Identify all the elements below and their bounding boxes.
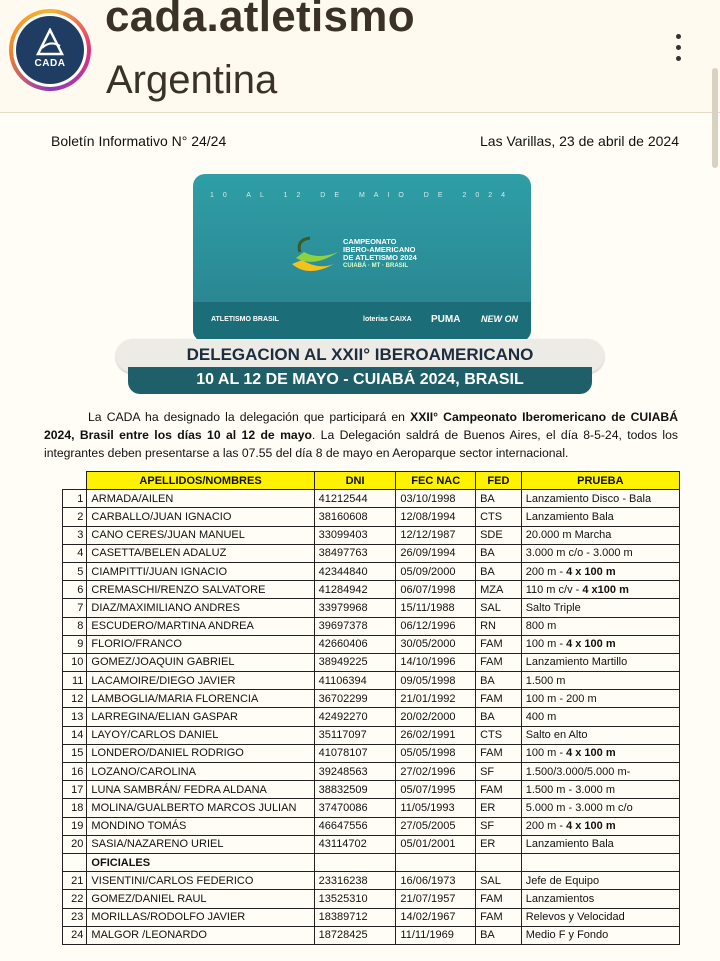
- event-cell: 200 m - 4 x 100 m: [521, 817, 679, 835]
- name-cell: LAMBOGLIA/MARIA FLORENCIA: [87, 690, 314, 708]
- event-logo-icon: [288, 234, 344, 280]
- row-number: 14: [63, 726, 87, 744]
- birthdate-cell: 06/12/1996: [396, 617, 476, 635]
- federation-cell: RN: [476, 617, 522, 635]
- dni-cell: 42492270: [314, 708, 396, 726]
- federation-cell: BA: [476, 562, 522, 580]
- officials-section-row: [63, 853, 680, 871]
- name-cell: LONDERO/DANIEL RODRIGO: [87, 744, 314, 762]
- name-cell: CIAMPITTI/JUAN IGNACIO: [87, 562, 314, 580]
- table-row: [63, 690, 680, 708]
- table-row: [63, 926, 680, 944]
- row-number: 6: [63, 581, 87, 599]
- table-row: [63, 835, 680, 853]
- row-number: 13: [63, 708, 87, 726]
- federation-cell: CTS: [476, 508, 522, 526]
- event-cell: 5.000 m - 3.000 m c/o: [521, 799, 679, 817]
- dni-cell: 38832509: [314, 781, 396, 799]
- federation-cell: SF: [476, 817, 522, 835]
- dni-cell: 38160608: [314, 508, 396, 526]
- row-number: 20: [63, 835, 87, 853]
- birthdate-cell: 09/05/1998: [396, 672, 476, 690]
- table-row: [63, 726, 680, 744]
- federation-cell: FAM: [476, 890, 522, 908]
- event-cell: 3.000 m c/o - 3.000 m: [521, 544, 679, 562]
- name-cell: DIAZ/MAXIMILIANO ANDRES: [87, 599, 314, 617]
- federation-cell: FAM: [476, 781, 522, 799]
- table-row: [63, 799, 680, 817]
- name-cell: LARREGINA/ELIAN GASPAR: [87, 708, 314, 726]
- event-cell: 1.500/3.000/5.000 m-: [521, 763, 679, 781]
- table-row: [63, 490, 680, 508]
- row-number: 16: [63, 763, 87, 781]
- event-cell: Salto en Alto: [521, 726, 679, 744]
- dni-cell: 41284942: [314, 581, 396, 599]
- empty-cell: [396, 853, 476, 871]
- federation-cell: BA: [476, 544, 522, 562]
- dni-cell: 18389712: [314, 908, 396, 926]
- birthdate-cell: 15/11/1988: [396, 599, 476, 617]
- federation-cell: SAL: [476, 872, 522, 890]
- table-row: [63, 526, 680, 544]
- page-title: cada.atletismo: [105, 0, 415, 41]
- federation-cell: SF: [476, 763, 522, 781]
- table-row: [63, 653, 680, 671]
- headline: DELEGACION AL XXII° IBEROAMERICANO: [186, 345, 534, 364]
- row-number: 9: [63, 635, 87, 653]
- name-cell: VISENTINI/CARLOS FEDERICO: [87, 872, 314, 890]
- federation-cell: FAM: [476, 653, 522, 671]
- name-cell: CARBALLO/JUAN IGNACIO: [87, 508, 314, 526]
- event-cell: 200 m - 4 x 100 m: [521, 562, 679, 580]
- row-number: [63, 853, 87, 871]
- sponsor-puma: PUMA: [431, 314, 461, 325]
- cada-logo-icon: [34, 28, 66, 58]
- federation-cell: BA: [476, 490, 522, 508]
- dni-cell: 18728425: [314, 926, 396, 944]
- col-header-fed: FED: [476, 472, 522, 490]
- name-cell: LUNA SAMBRÁN/ FEDRA ALDANA: [87, 781, 314, 799]
- name-cell: CASETTA/BELEN ADALUZ: [87, 544, 314, 562]
- federation-cell: SAL: [476, 599, 522, 617]
- row-number: 15: [63, 744, 87, 762]
- col-header-dni: DNI: [314, 472, 396, 490]
- row-number: 4: [63, 544, 87, 562]
- row-number: 23: [63, 908, 87, 926]
- row-number: 12: [63, 690, 87, 708]
- birthdate-cell: 30/05/2000: [396, 635, 476, 653]
- page-subtitle: Argentina: [106, 58, 278, 102]
- empty-cell: [314, 853, 396, 871]
- col-header-name: APELLIDOS/NOMBRES: [87, 472, 314, 490]
- event-cell: Lanzamiento Martillo: [521, 653, 679, 671]
- birthdate-cell: 26/09/1994: [396, 544, 476, 562]
- col-header-fecha: FEC NAC: [396, 472, 476, 490]
- cada-logo: [16, 16, 84, 84]
- row-number: 8: [63, 617, 87, 635]
- birthdate-cell: 06/07/1998: [396, 581, 476, 599]
- sponsor-atletismo-brasil: ATLETISMO BRASIL: [211, 316, 279, 323]
- birthdate-cell: 26/02/1991: [396, 726, 476, 744]
- name-cell: LACAMOIRE/DIEGO JAVIER: [87, 672, 314, 690]
- event-cell: Lanzamiento Bala: [521, 508, 679, 526]
- scrollbar[interactable]: [712, 68, 718, 168]
- name-cell: MALGOR /LEONARDO: [87, 926, 314, 944]
- federation-cell: BA: [476, 708, 522, 726]
- event-cell: Lanzamiento Bala: [521, 835, 679, 853]
- federation-cell: FAM: [476, 635, 522, 653]
- name-cell: SASIA/NAZARENO URIEL: [87, 835, 314, 853]
- table-row: [63, 617, 680, 635]
- table-row: [63, 635, 680, 653]
- name-cell: LOZANO/CAROLINA: [87, 763, 314, 781]
- dni-cell: 33099403: [314, 526, 396, 544]
- table-row: [63, 508, 680, 526]
- name-cell: CANO CERES/JUAN MANUEL: [87, 526, 314, 544]
- dni-cell: 39697378: [314, 617, 396, 635]
- row-number: 3: [63, 526, 87, 544]
- federation-cell: ER: [476, 799, 522, 817]
- event-cell: Lanzamientos: [521, 890, 679, 908]
- event-cell: 100 m - 4 x 100 m: [521, 635, 679, 653]
- federation-cell: SDE: [476, 526, 522, 544]
- birthdate-cell: 21/07/1957: [396, 890, 476, 908]
- event-cell: 1.500 m: [521, 672, 679, 690]
- more-options-icon[interactable]: [670, 34, 686, 68]
- table-header-row: [63, 472, 680, 490]
- event-cell: Medio F y Fondo: [521, 926, 679, 944]
- birthdate-cell: 05/07/1995: [396, 781, 476, 799]
- birthdate-cell: 11/05/1993: [396, 799, 476, 817]
- row-number: 10: [63, 653, 87, 671]
- dni-cell: 46647556: [314, 817, 396, 835]
- birthdate-cell: 03/10/1998: [396, 490, 476, 508]
- row-number: 19: [63, 817, 87, 835]
- delegation-table: [62, 471, 680, 945]
- name-cell: GOMEZ/JOAQUIN GABRIEL: [87, 653, 314, 671]
- dni-cell: 42660406: [314, 635, 396, 653]
- name-cell: MOLINA/GUALBERTO MARCOS JULIAN: [87, 799, 314, 817]
- table-row: [63, 872, 680, 890]
- bulletin-number: Boletín Informativo N° 24/24: [51, 133, 227, 149]
- name-cell: MORILLAS/RODOLFO JAVIER: [87, 908, 314, 926]
- dni-cell: 39248563: [314, 763, 396, 781]
- dni-cell: 38497763: [314, 544, 396, 562]
- row-number: 5: [63, 562, 87, 580]
- row-number: 18: [63, 799, 87, 817]
- row-number: 21: [63, 872, 87, 890]
- table-row: [63, 708, 680, 726]
- row-number: 17: [63, 781, 87, 799]
- table-row: [63, 672, 680, 690]
- dni-cell: 42344840: [314, 562, 396, 580]
- row-number: 24: [63, 926, 87, 944]
- table-row: [63, 781, 680, 799]
- federation-cell: BA: [476, 926, 522, 944]
- event-cell: Salto Triple: [521, 599, 679, 617]
- event-banner: [193, 174, 531, 342]
- event-cell: 1.500 m - 3.000 m: [521, 781, 679, 799]
- birthdate-cell: 14/10/1996: [396, 653, 476, 671]
- event-cell: 100 m - 4 x 100 m: [521, 744, 679, 762]
- birthdate-cell: 20/02/2000: [396, 708, 476, 726]
- event-cell: 100 m - 200 m: [521, 690, 679, 708]
- name-cell: ARMADA/AILEN: [87, 490, 314, 508]
- avatar[interactable]: [9, 9, 91, 91]
- dni-cell: 33979968: [314, 599, 396, 617]
- table-row: [63, 763, 680, 781]
- table-row: [63, 744, 680, 762]
- dni-cell: 36702299: [314, 690, 396, 708]
- place-date: Las Varillas, 23 de abril de 2024: [480, 133, 679, 149]
- col-header-prueba: PRUEBA: [521, 472, 679, 490]
- avatar-text: CADA: [34, 58, 66, 69]
- dni-cell: 43114702: [314, 835, 396, 853]
- event-cell: Lanzamiento Disco - Bala: [521, 490, 679, 508]
- federation-cell: MZA: [476, 581, 522, 599]
- federation-cell: FAM: [476, 690, 522, 708]
- table-row: [63, 599, 680, 617]
- federation-cell: ER: [476, 835, 522, 853]
- birthdate-cell: 27/05/2005: [396, 817, 476, 835]
- sponsor-caixa: loterias CAIXA: [363, 316, 412, 323]
- federation-cell: FAM: [476, 908, 522, 926]
- table-row: [63, 817, 680, 835]
- event-cell: 800 m: [521, 617, 679, 635]
- birthdate-cell: 12/08/1994: [396, 508, 476, 526]
- dni-cell: 41212544: [314, 490, 396, 508]
- dni-cell: 35117097: [314, 726, 396, 744]
- name-cell: GOMEZ/DANIEL RAUL: [87, 890, 314, 908]
- birthdate-cell: 05/01/2001: [396, 835, 476, 853]
- empty-cell: [521, 853, 679, 871]
- sponsor-bar: [193, 302, 531, 342]
- app-header: [0, 0, 720, 113]
- row-number: 1: [63, 490, 87, 508]
- sponsor-new-on: NEW ON: [481, 314, 518, 324]
- empty-cell: [476, 853, 522, 871]
- dni-cell: 41078107: [314, 744, 396, 762]
- table-row: [63, 890, 680, 908]
- dni-cell: 41106394: [314, 672, 396, 690]
- federation-cell: BA: [476, 672, 522, 690]
- birthdate-cell: 27/02/1996: [396, 763, 476, 781]
- table-row: [63, 562, 680, 580]
- name-cell: FLORIO/FRANCO: [87, 635, 314, 653]
- banner-event-title: CAMPEONATO IBERO-AMERICANO DE ATLETISMO 2024 CUIABÁ · MT · BRASIL: [343, 237, 417, 269]
- federation-cell: FAM: [476, 744, 522, 762]
- name-cell: ESCUDERO/MARTINA ANDREA: [87, 617, 314, 635]
- birthdate-cell: 05/05/1998: [396, 744, 476, 762]
- birthdate-cell: 12/12/1987: [396, 526, 476, 544]
- event-cell: 400 m: [521, 708, 679, 726]
- officials-label: OFICIALES: [87, 853, 314, 871]
- birthdate-cell: 11/11/1969: [396, 926, 476, 944]
- dni-cell: 13525310: [314, 890, 396, 908]
- birthdate-cell: 16/06/1973: [396, 872, 476, 890]
- name-cell: MONDINO TOMÁS: [87, 817, 314, 835]
- event-cell: 20.000 m Marcha: [521, 526, 679, 544]
- dni-cell: 38949225: [314, 653, 396, 671]
- event-cell: Jefe de Equipo: [521, 872, 679, 890]
- name-cell: CREMASCHI/RENZO SALVATORE: [87, 581, 314, 599]
- dni-cell: 23316238: [314, 872, 396, 890]
- federation-cell: CTS: [476, 726, 522, 744]
- dni-cell: 37470086: [314, 799, 396, 817]
- row-number: 22: [63, 890, 87, 908]
- row-number: 11: [63, 672, 87, 690]
- table-row: [63, 908, 680, 926]
- name-cell: LAYOY/CARLOS DANIEL: [87, 726, 314, 744]
- intro-paragraph: La CADA ha designado la delegación que participará en XXII° Campeonato Iberomericano de CUIABÁ 2024, Brasil entre los días 10 al 12 de mayo. La Delegación saldrá de Buenos Aires, el día 8-5-24, todos los integrantes deben presentarse a las 07.55 del día 8 de mayo en Aeroparque sector internacional.: [44, 410, 679, 460]
- table-row: [63, 581, 680, 599]
- row-number: 2: [63, 508, 87, 526]
- subheadline: 10 AL 12 DE MAYO - CUIABÁ 2024, BRASIL: [196, 371, 524, 388]
- event-cell: 110 m c/v - 4 x100 m: [521, 581, 679, 599]
- intro-bold: XXII° Campeonato Iberomericano de CUIABÁ 2024, Brasil entre los días 10 al 12 de mayo: [44, 410, 679, 442]
- birthdate-cell: 05/09/2000: [396, 562, 476, 580]
- birthdate-cell: 14/02/1967: [396, 908, 476, 926]
- banner-dates: 10 AL 12 DE MAIO DE 2024: [209, 192, 515, 199]
- event-cell: Relevos y Velocidad: [521, 908, 679, 926]
- birthdate-cell: 21/01/1992: [396, 690, 476, 708]
- table-row: [63, 544, 680, 562]
- subheadline-ribbon: [128, 367, 592, 394]
- row-number: 7: [63, 599, 87, 617]
